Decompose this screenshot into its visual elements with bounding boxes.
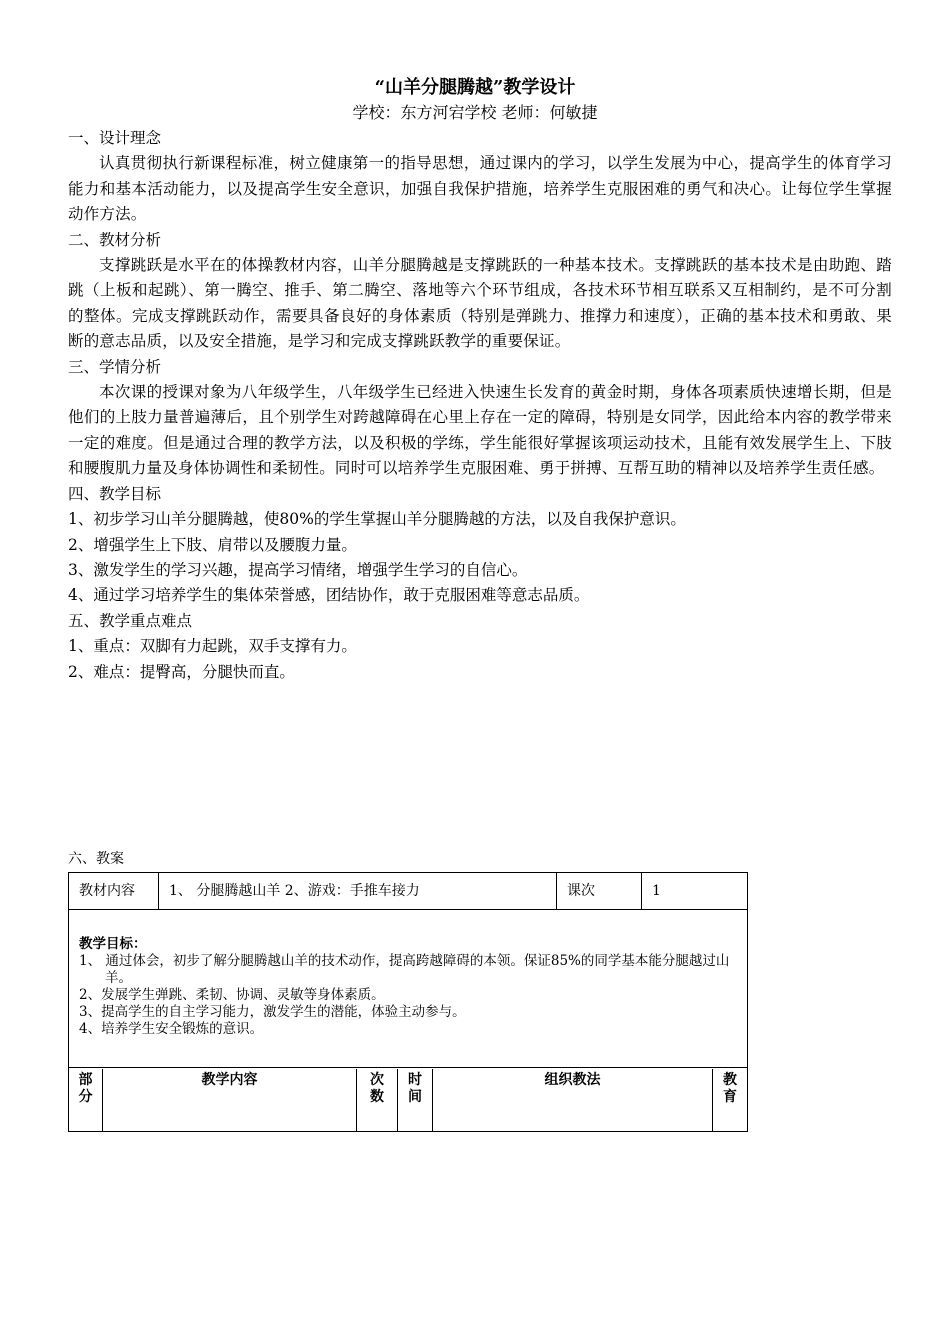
lesson-number-label-cell: 课次: [557, 873, 642, 909]
teaching-goals-cell: [69, 910, 747, 1068]
header-content: 教学内容: [103, 1069, 357, 1131]
goal-item: 4、培养学生安全锻炼的意识。: [79, 1021, 264, 1037]
content-label-cell: 教材内容: [69, 873, 159, 909]
section-text-design-concept: 认真贯彻执行新课程标准，树立健康第一的指导思想，通过课内的学习，以学生发展为中心，提高学生的体育学习能力和基本活动能力，以及提高学生安全意识，加强自我保护措施，培养学生克服困难的勇气和决心。让每位学生掌握动作方法。: [68, 154, 892, 224]
goal-item: 1、 通过体会，初步了解分腿腾越山羊的技术动作，提高跨越障碍的本领。保证85%的同学基本能分腿越过山羊。: [79, 953, 730, 986]
lesson-number-value-cell: 1: [652, 883, 661, 899]
goals-title: 教学目标：: [79, 936, 147, 952]
header-times: [357, 1069, 398, 1131]
document-subtitle: 学校：东方河宕学校 老师：何敏捷: [352, 103, 598, 122]
teaching-goal-item: 4、通过学习培养学生的集体荣誉感，团结协作，敢于克服困难等意志品质。: [68, 586, 590, 605]
section-heading-key-points: 五、教学重点难点: [68, 611, 193, 630]
teaching-goal-item: 2、增强学生上下肢、肩带以及腰腹力量。: [68, 535, 357, 554]
key-point-item: 1、重点：双脚有力起跳，双手支撑有力。: [68, 637, 357, 656]
content-value-cell: 1、 分腿腾越山羊 2、游戏：手推车接力: [159, 873, 557, 909]
section-text-student-analysis: 本次课的授课对象为八年级学生，八年级学生已经进入快速生长发育的黄金时期，身体各项素质快速增长期，但是他们的上肢力量普遍薄后，且个别学生对跨越障碍在心里上存在一定的障碍，特别是女同学，因此给本内容的教学带来一定的难度。但是通过合理的教学方法，以及积极的学练，学生能很好掌握该项运动技术，且能有效发展学生上、下肢和腰腹肌力量及身体协调性和柔韧性。同时可以培养学生克服困难、勇于拼搏、互帮互助的精神以及培养学生责任感。: [68, 383, 892, 478]
table-header-row: [69, 1069, 747, 1131]
header-duration-text: 时间: [408, 1072, 422, 1105]
header-education-text: 教育: [723, 1072, 737, 1105]
teaching-goal-item: 1、初步学习山羊分腿腾越，使80%的学生掌握山羊分腿腾越的方法，以及自我保护意识。: [68, 510, 686, 529]
section-heading-teaching-goals: 四、教学目标: [68, 484, 162, 503]
document-title: “山羊分腿腾越”教学设计: [374, 77, 576, 98]
lesson-plan-label: 六、教案: [68, 851, 124, 867]
header-method: 组织教法: [433, 1069, 713, 1131]
section-heading-material-analysis: 二、教材分析: [68, 230, 162, 249]
section-heading-student-analysis: 三、学情分析: [68, 357, 162, 376]
goal-item: 2、发展学生弹跳、柔韧、协调、灵敏等身体素质。: [79, 987, 385, 1003]
goal-item: 3、提高学生的自主学习能力，激发学生的潜能，体验主动参与。: [79, 1004, 466, 1020]
lesson-plan-table: [68, 872, 748, 1132]
section-text-material-analysis: 支撑跳跃是水平在的体操教材内容，山羊分腿腾越是支撑跳跃的一种基本技术。支撑跳跃的基本技术是由助跑、踏跳（上板和起跳）、第一腾空、推手、第二腾空、落地等六个环节组成，各技术环节相互联系又互相制约，是不可分割的整体。完成支撑跳跃动作，需要具备良好的身体素质（特别是弹跳力、推撑力和速度），正确的基本技术和勇敢、果断的意志品质，以及安全措施，是学习和完成支撑跳跃教学的重要保证。: [68, 256, 892, 351]
table-row: [69, 873, 747, 910]
teaching-goal-item: 3、激发学生的学习兴趣，提高学习情绪，增强学生学习的自信心。: [68, 560, 528, 579]
header-education: [713, 1069, 747, 1131]
document-body: [68, 126, 892, 685]
section-heading-design-concept: 一、设计理念: [68, 129, 162, 147]
header-part-text: 部分: [78, 1072, 93, 1105]
header-duration: [398, 1069, 433, 1131]
header-times-text: 次数: [370, 1072, 384, 1105]
header-part: [69, 1069, 103, 1131]
key-point-item: 2、难点：提臀高，分腿快而直。: [68, 662, 295, 681]
